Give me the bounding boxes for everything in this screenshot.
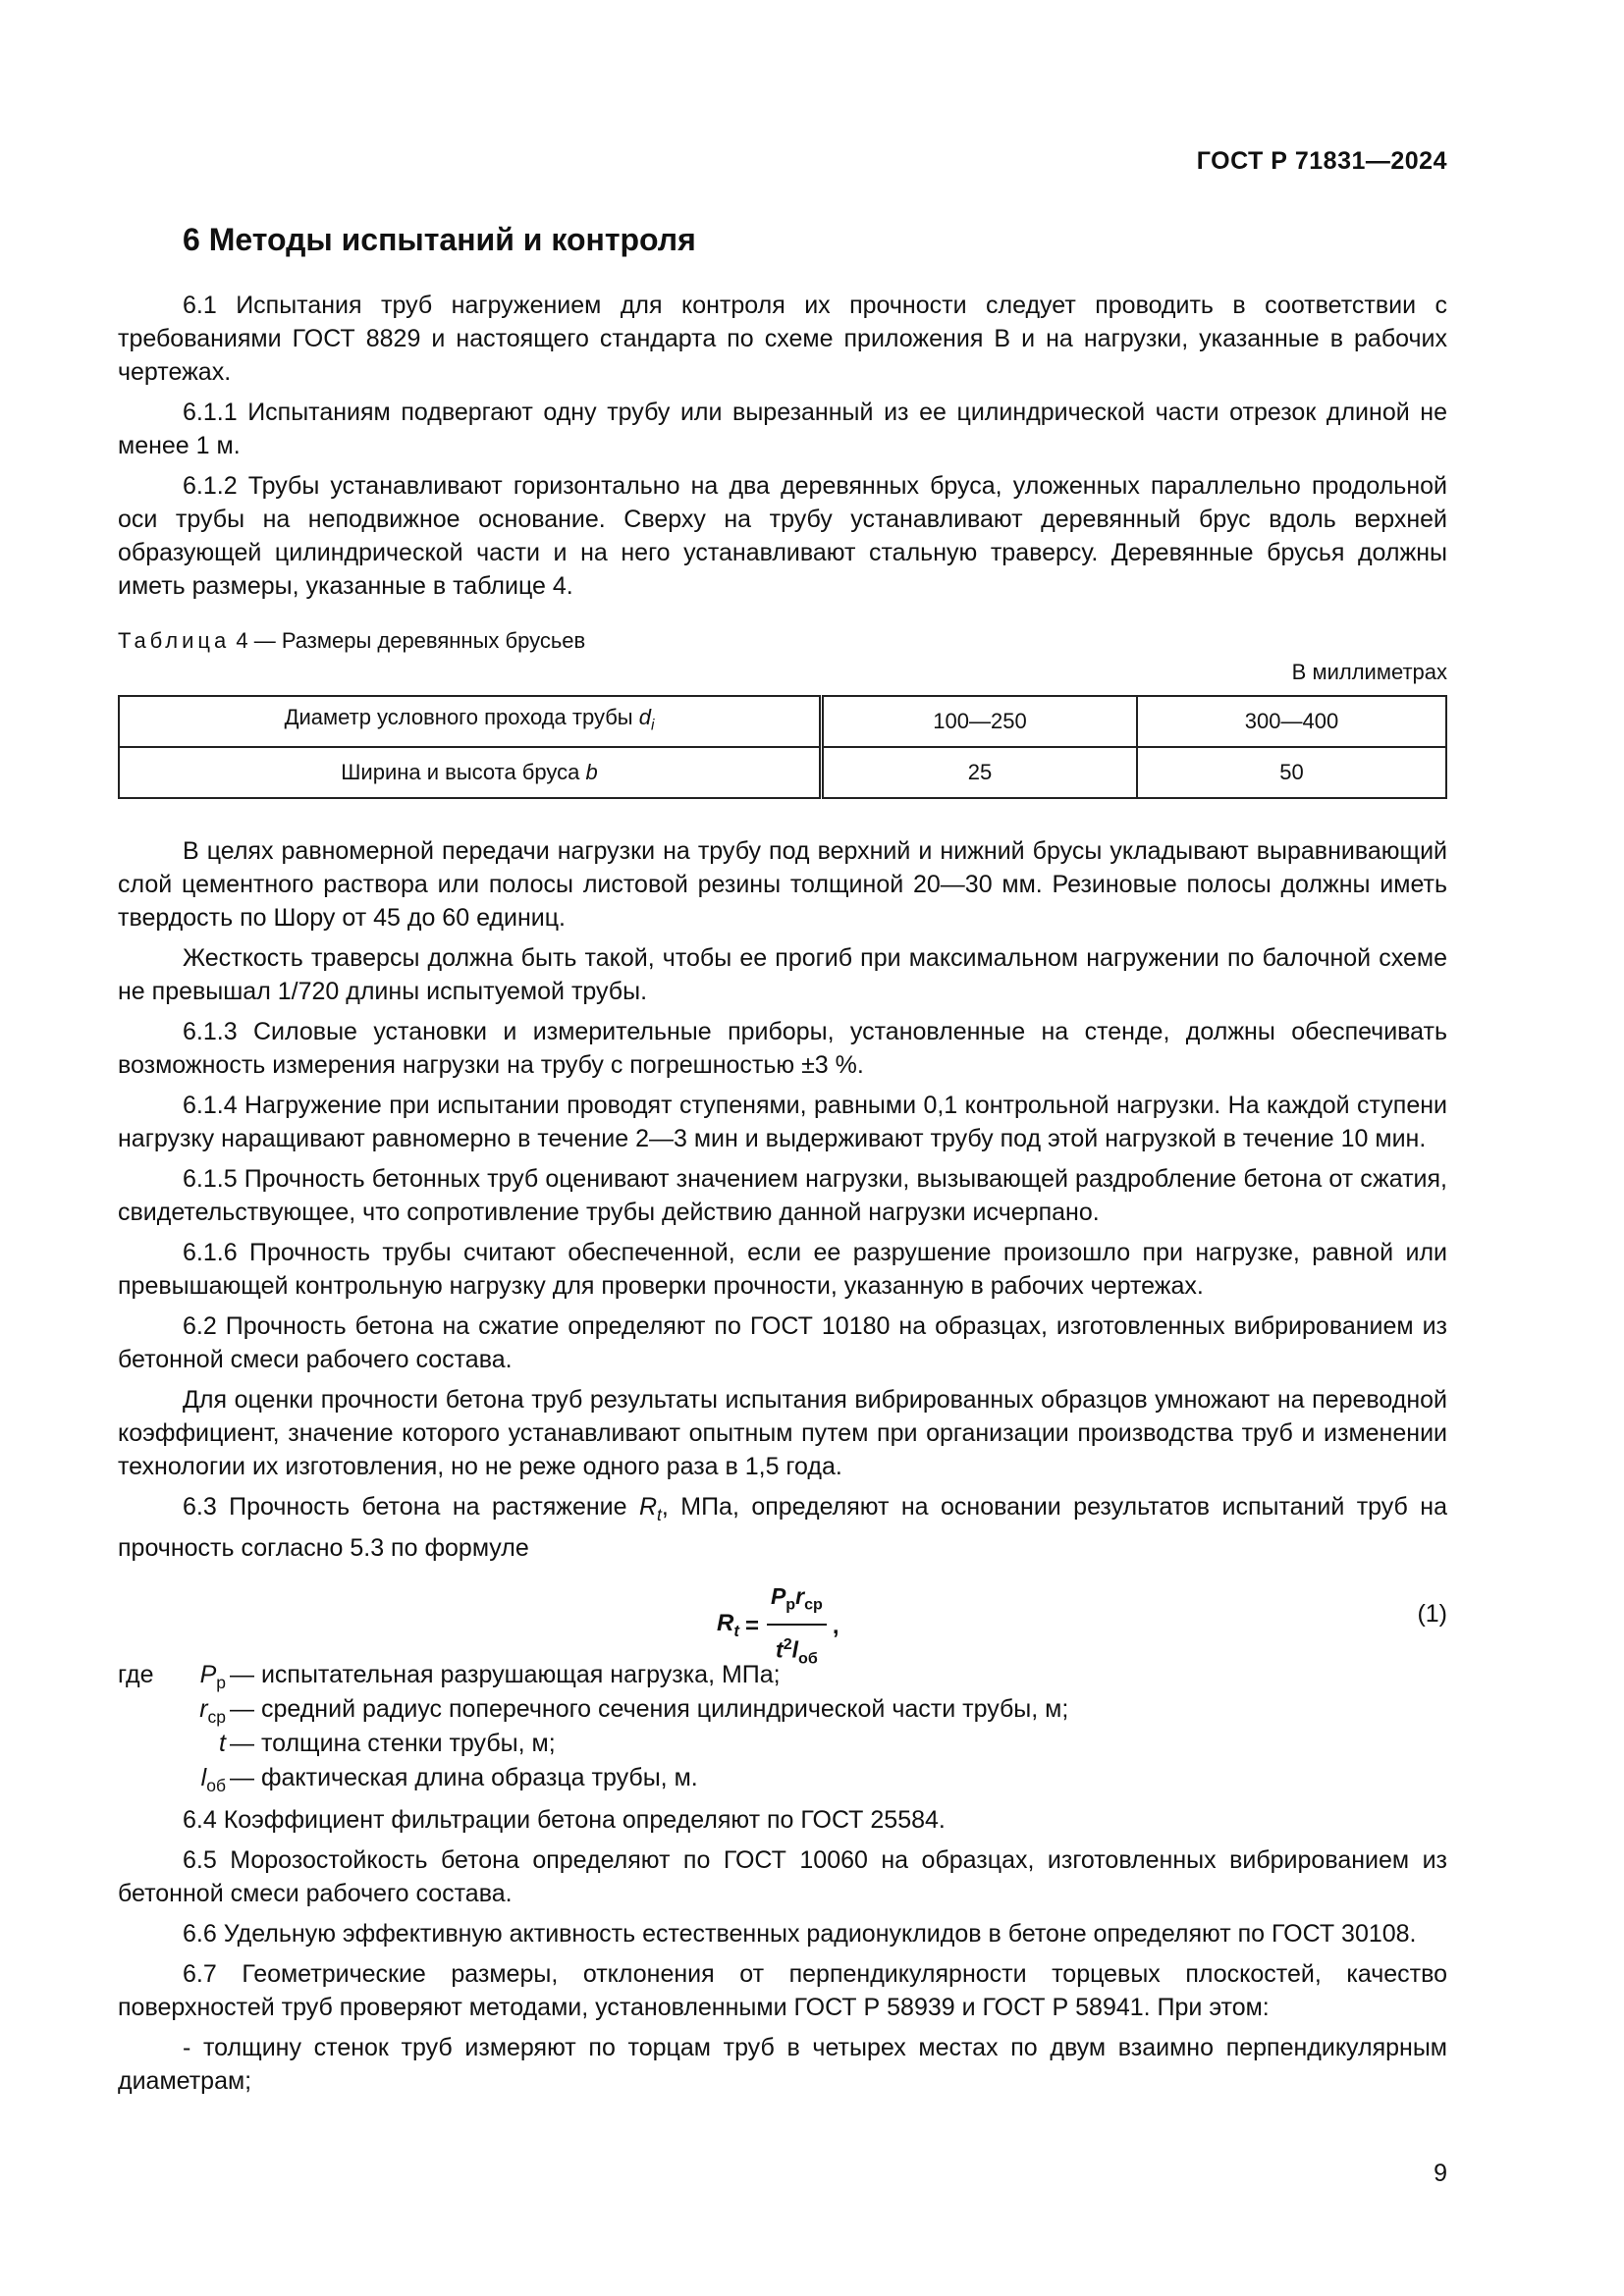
paragraph-6-3: 6.3 Прочность бетона на растяжение $R_t$, МПа, определяют на основании результатов испытаний труб на прочность согласно 5.3 по формуле	[118, 1493, 1447, 1562]
formula-number: (1)	[1417, 1600, 1447, 1628]
paragraph-6-2: 6.2 Прочность бетона на сжатие определяют по ГОСТ 10180 на образцах, изготовленных вибрированием из бетонной смеси рабочего состава.	[118, 1312, 1447, 1373]
formula-1	[118, 1572, 1447, 1667]
paragraph-6-1-4: 6.1.4 Нагружение при испытании проводят ступенями, равными 0,1 контрольной нагрузки. На каждой ступени нагрузку наращивают равномерно в течение 2—3 мин и выдерживают трубу под этой нагрузкой в течение 10 мин.	[118, 1092, 1447, 1152]
paragraph-6-1-3: 6.1.3 Силовые установки и измерительные приборы, установленные на стенде, должны обеспечивать возможность измерения нагрузки на трубу с погрешностью ±3 %.	[118, 1018, 1447, 1079]
paragraph-6-1-5: 6.1.5 Прочность бетонных труб оценивают значением нагрузки, вызывающей раздробление бетона от сжатия, свидетельствующее, что сопротивление трубы действию данной нагрузки исчерпано.	[118, 1165, 1447, 1226]
document-body	[118, 289, 1447, 2105]
table-cell-value: 25	[822, 747, 1138, 798]
table-cell-value: 50	[1137, 747, 1446, 798]
paragraph-6-1-2: 6.1.2 Трубы устанавливают горизонтально на два деревянных бруса, уложенных параллельно продольной оси трубы на неподвижное основание. Сверху на трубу устанавливают деревянный брус вдоль верхней образующей цилиндрической части и на него устанавливают стальную траверсу. Деревянные брусья должны иметь размеры, указанные в таблице 4.	[118, 472, 1447, 600]
formula-denominator: $t^2l_{об}$	[776, 1634, 818, 1667]
table-row	[119, 696, 1446, 747]
table-units: В миллиметрах	[1291, 660, 1447, 684]
section-title: 6 Методы испытаний и контроля	[183, 222, 696, 257]
table-cell-value: 300—400	[1137, 696, 1446, 747]
paragraph-coefficient: Для оценки прочности бетона труб результаты испытания вибрированных образцов умножают на переводной коэффициент, значение которого устанавливают опытным путем при организации производства труб и изменении технологии их изготовления, но не реже одного раза в 1,5 года.	[118, 1386, 1447, 1480]
table-caption	[118, 626, 1447, 656]
list-item: - толщину стенок труб измеряют по торцам труб в четырех местах по двум взаимно перпендикулярным диаметрам;	[118, 2034, 1447, 2095]
table-4	[118, 695, 1447, 799]
formula-numerator: $P_рr_{ср}$	[767, 1579, 827, 1626]
standard-code: ГОСТ Р 71831—2024	[1196, 147, 1447, 175]
page-number: 9	[1434, 2160, 1447, 2187]
definition-row: $r_{ср}$ — средний радиус поперечного сечения цилиндрической части трубы, м;	[199, 1695, 1069, 1727]
definition-row: $l_{об}$ — фактическая длина образца трубы, м.	[200, 1764, 698, 1795]
table-cell-label: Ширина и высота бруса b	[119, 747, 822, 798]
definition-row: t — толщина стенки трубы, м;	[219, 1730, 556, 1757]
paragraph-6-5: 6.5 Морозостойкость бетона определяют по ГОСТ 10060 на образцах, изготовленных вибрированием из бетонной смеси рабочего состава.	[118, 1846, 1447, 1907]
document-page	[118, 0, 1447, 2296]
paragraph-stiffness: Жесткость траверсы должна быть такой, чтобы ее прогиб при максимальном нагружении по балочной схеме не превышал 1/720 длины испытуемой трубы.	[118, 944, 1447, 1005]
paragraph-6-1-1: 6.1.1 Испытаниям подвергают одну трубу или вырезанный из ее цилиндрической части отрезок длиной не менее 1 м.	[118, 399, 1447, 459]
table-row	[119, 747, 1446, 798]
table-cell-label: Диаметр условного прохода трубы $d_i$	[119, 696, 822, 747]
definition-row: где $P_р$ — испытательная разрушающая нагрузка, МПа;	[118, 1661, 781, 1692]
paragraph-6-4: 6.4 Коэффициент фильтрации бетона определяют по ГОСТ 25584.	[183, 1806, 946, 1834]
table-cell-value: 100—250	[822, 696, 1138, 747]
paragraph-6-6: 6.6 Удельную эффективную активность естественных радионуклидов в бетоне определяют по ГОСТ 30108.	[183, 1920, 1417, 1948]
formula-expression: $R_t$ = $\frac{P_рr_{ср}}{t^2l_{об}}$ ,	[717, 1579, 839, 1675]
table-caption-text: 4 — Размеры деревянных брусьев	[230, 628, 586, 653]
table-caption-word: Таблица	[118, 628, 231, 653]
paragraph-6-1: 6.1 Испытания труб нагружением для контроля их прочности следует проводить в соответствии с требованиями ГОСТ 8829 и настоящего стандарта по схеме приложения В и на нагрузки, указанные в рабочих чертежах.	[118, 292, 1447, 386]
paragraph-6-1-6: 6.1.6 Прочность трубы считают обеспеченной, если ее разрушение произошло при нагрузке, равной или превышающей контрольную нагрузку для проверки прочности, указанную в рабочих чертежах.	[118, 1239, 1447, 1300]
paragraph-leveling: В целях равномерной передачи нагрузки на трубу под верхний и нижний брусы укладывают выравнивающий слой цементного раствора или полосы листовой резины толщиной 20—30 мм. Резиновые полосы должны иметь твердость по Шору от 45 до 60 единиц.	[118, 837, 1447, 932]
paragraph-6-7: 6.7 Геометрические размеры, отклонения от перпендикулярности торцевых плоскостей, качество поверхностей труб проверяют методами, установленными ГОСТ Р 58939 и ГОСТ Р 58941. При этом:	[118, 1960, 1447, 2021]
formula-definitions	[118, 1658, 1447, 1795]
